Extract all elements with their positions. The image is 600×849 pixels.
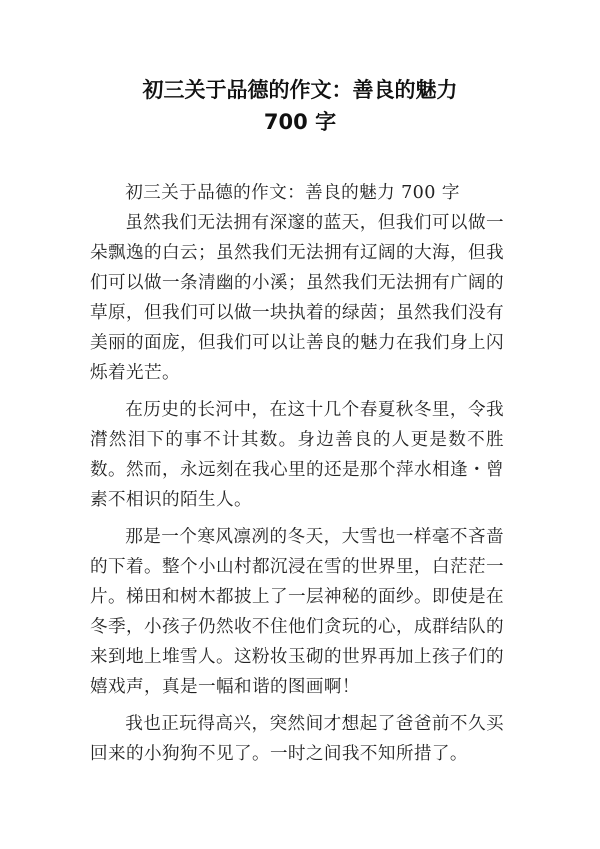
document-title-line-1: 初三关于品德的作文：善良的魅力 [142,78,458,102]
paragraph-3: 那是一个寒风凛冽的冬天，大雪也一样毫不吝啬的下着。整个小山村都沉浸在雪的世界里，白茫茫一片。梯田和树木都披上了一层神秘的面纱。即使是在冬季，小孩子仍然收不住他们贪玩的心，成群结队的来到地上堆雪人。这粉妆玉砌的世界再加上孩子们的嬉戏声，真是一幅和谐的图画啊！ [90,527,504,697]
paragraph-4: 我也正玩得高兴，突然间才想起了爸爸前不久买回来的小狗狗不见了。一时之间我不知所措了。 [90,714,504,764]
document-title-line-2: 700 字 [263,110,337,134]
paragraph-1: 虽然我们无法拥有深邃的蓝天，但我们可以做一朵飘逸的白云；虽然我们无法拥有辽阔的大海，但我们可以做一条清幽的小溪；虽然我们无法拥有广阔的草原，但我们可以做一块执着的绿茵；虽然我们没有美丽的面庞，但我们可以让善良的魅力在我们身上闪烁着光芒。 [90,213,504,383]
article-subtitle: 初三关于品德的作文：善良的魅力 700 字 [125,183,460,203]
paragraph-2: 在历史的长河中，在这十几个春夏秋冬里，令我潸然泪下的事不计其数。身边善良的人更是数不胜数。然而，永远刻在我心里的还是那个萍水相逢・曾素不相识的陌生人。 [90,400,504,510]
article-body [90,178,504,776]
